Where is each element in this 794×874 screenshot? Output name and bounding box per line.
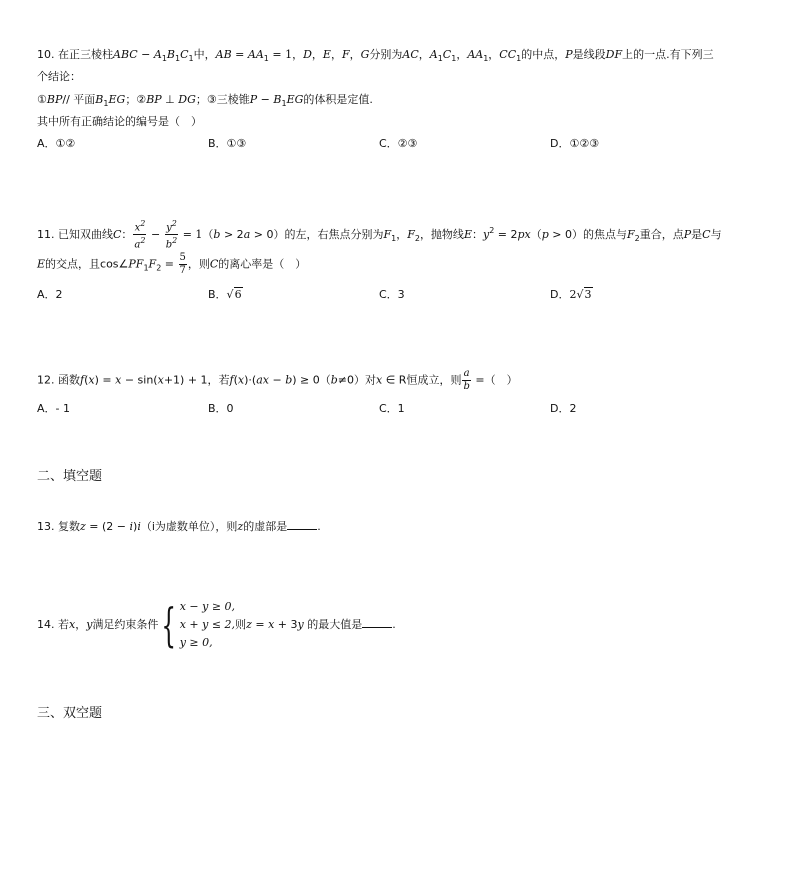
q10-stem-line-4: 其中所有正确结论的编号是（ ） (37, 115, 202, 128)
question-10 (37, 48, 757, 158)
question-13 (37, 519, 757, 537)
q14-constraint-1: x − y ≥ 0, (179, 600, 236, 613)
q10-stem-line-1: 10. 在正三棱柱ABC − $A_1B_1C_1$中，AB = $AA_1 = 1$，D，E，F，G分别为AC，$A_1C_1$，$AA_1$，$CC_1$的中点，P是线段DF上的一点.有下列三 (37, 48, 714, 64)
q10-option-c[interactable]: C．②③ (379, 137, 418, 150)
q10-option-d[interactable]: D．①②③ (550, 137, 600, 150)
q10-option-a[interactable]: A．①② (37, 137, 76, 150)
q10-stem-line-2: 个结论： (37, 70, 81, 83)
q12-options (37, 402, 757, 416)
q14-constraint-system: { x − y ≥ 0, x + y ≤ 2, y ≥ 0, (161, 598, 236, 652)
q11-stem-line-1: 11. 已知双曲线C： $\frac{x^2}{a^2}$ − $\frac{y^2}{b^2}$ = 1（b > 2a > 0）的左，右焦点分别为$F_1$，$F_2$，抛物线E：$y^2 = 2px(p > 0)$的焦点与$F_2$重合，点P是C与 (37, 219, 722, 251)
q11-option-c[interactable]: C．3 (379, 288, 405, 301)
q12-option-c[interactable]: C．1 (379, 402, 405, 415)
q11-option-a[interactable]: A．2 (37, 288, 63, 301)
q14-stem: 14. 若x，y满足约束条件 { x − y ≥ 0, x + y ≤ 2, y ≥ 0, 则z = x + 3y 的最大值是 . (37, 598, 396, 652)
question-14 (37, 598, 757, 658)
q14-constraint-2: x + y ≤ 2, (179, 618, 236, 631)
q13-stem: 13. 复数z = (2 − i)i（i为虚数单位），则z的虚部是 . (37, 520, 321, 533)
q13-answer-blank[interactable] (287, 519, 317, 530)
q10-stem-line-3: ①BP// 平面$B_1EG$；②BP ⊥ DG；③三棱锥$P - B_1EG$的体积是定值. (37, 93, 373, 109)
q12-option-d[interactable]: D．2 (550, 402, 577, 415)
q14-answer-blank[interactable] (362, 617, 392, 628)
q11-stem-line-2: E的交点，且$\cos\angle PF_1F_2$ = $\frac{5}{7}$ ，则C的离心率是（ ） (37, 252, 307, 276)
q11-option-d[interactable]: D．2√3 (550, 288, 592, 301)
q10-options (37, 137, 757, 151)
question-12 (37, 368, 757, 418)
q11-options (37, 288, 757, 302)
q12-stem-line-1: 12. 函数f(x) = x − sin(x+1) + 1，若f(x)·(ax − b) ≥ 0（b≠0）对x ∈ R恒成立，则 $\frac{a}{b}$ =（ ） (37, 368, 518, 392)
section-2-heading: 二、填空题 (37, 469, 103, 484)
q10-option-b[interactable]: B．①③ (208, 137, 247, 150)
q12-option-b[interactable]: B．0 (208, 402, 234, 415)
q14-constraint-3: y ≥ 0, (179, 636, 213, 649)
q11-option-b[interactable]: B．√6 (208, 288, 242, 301)
section-3-heading: 三、双空题 (37, 706, 103, 721)
question-11 (37, 218, 757, 308)
q12-option-a[interactable]: A．- 1 (37, 402, 70, 415)
